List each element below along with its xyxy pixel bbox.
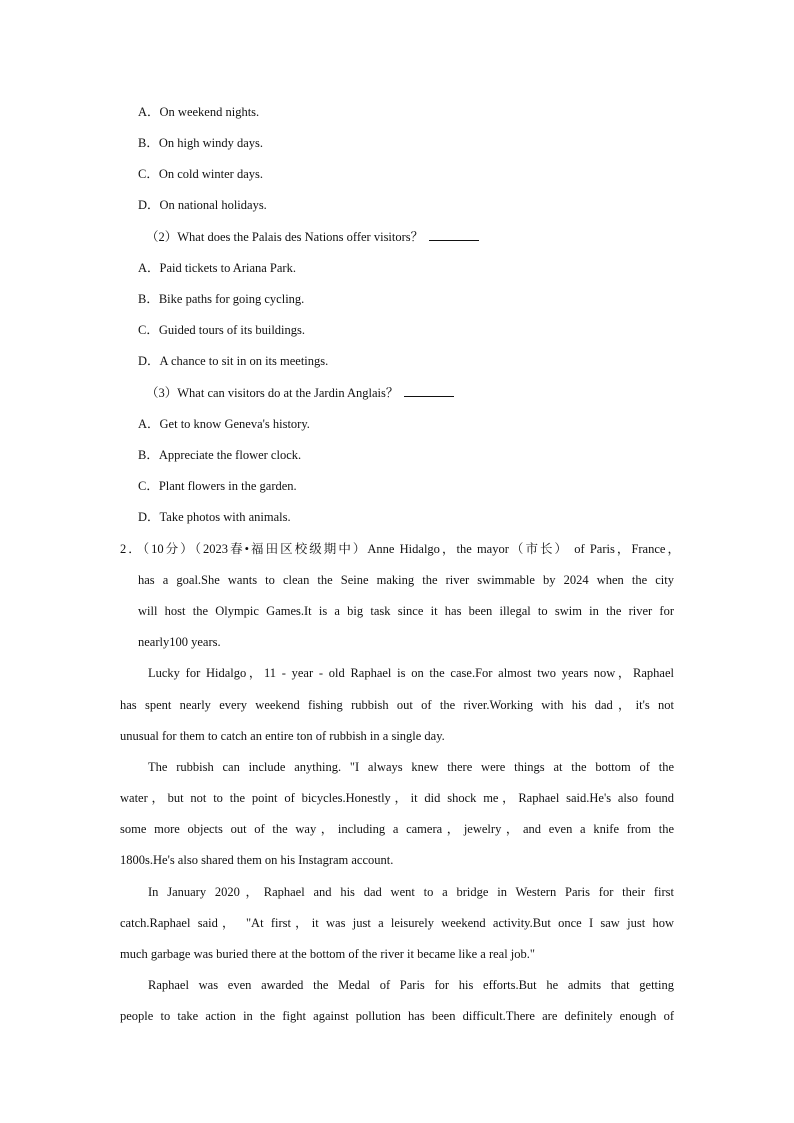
passage2-p1-line-1: Lucky for Hidalgo，11 - year - old Raphael is on the case.For almost two years now，Raphael: [148, 666, 674, 680]
passage2-p2-line-3: some more objects out of the way，including a camera，jewelry，and even a knife from the: [120, 822, 674, 836]
q2-option-a: A．Paid tickets to Ariana Park.: [138, 261, 296, 275]
passage2-p1-line-3: unusual for them to catch an entire ton of rubbish in a single day.: [120, 729, 445, 743]
passage2-p2-line-1: The rubbish can include anything. "I always knew there were things at the bottom of the: [148, 760, 674, 774]
passage2-header-line-4: nearly100 years.: [138, 635, 221, 649]
q1-option-d: D．On national holidays.: [138, 198, 267, 212]
passage2-header-line-1: 2．（10分）（2023春•福田区校级期中）Anne Hidalgo，the mayor（市长） of Paris，France，: [120, 542, 680, 556]
q1-option-b: B．On high windy days.: [138, 136, 264, 150]
q3-option-b: B．Appreciate the flower clock.: [138, 448, 302, 462]
passage2-p3-line-3: much garbage was buried there at the bottom of the river it became like a real job.": [120, 947, 536, 961]
q3-option-a: A．Get to know Geneva's history.: [138, 417, 310, 431]
passage2-header-line-2: has a goal.She wants to clean the Seine making the river swimmable by 2024 when the city: [138, 573, 674, 587]
q2-option-c: C．Guided tours of its buildings.: [138, 323, 306, 337]
passage2-p3-line-2: catch.Raphael said， "At first，it was just a leisurely weekend activity.But once I saw just how: [120, 916, 674, 930]
q2-stem: （2）What does the Palais des Nations offer visitors？: [146, 230, 424, 244]
q1-option-a: A．On weekend nights.: [138, 105, 260, 119]
q3-stem: （3）What can visitors do at the Jardin Anglais？: [146, 386, 399, 400]
q3-stem-line: [146, 385, 454, 401]
passage2-p4-line-1: Raphael was even awarded the Medal of Paris for his efforts.But he admits that getting: [148, 978, 674, 992]
q3-option-c: C．Plant flowers in the garden.: [138, 479, 297, 493]
q3-option-d: D．Take photos with animals.: [138, 510, 291, 524]
passage2-p2-line-2: water，but not to the point of bicycles.Honestly，it did shock me，Raphael said.He's also found: [120, 791, 674, 805]
q3-answer-blank: [404, 385, 454, 397]
q2-answer-blank: [429, 229, 479, 241]
passage2-p2-line-4: 1800s.He's also shared them on his Instagram account.: [120, 853, 394, 867]
q2-option-b: B．Bike paths for going cycling.: [138, 292, 305, 306]
passage2-p1-line-2: has spent nearly every weekend fishing rubbish out of the river.Working with his dad，it's not: [120, 698, 674, 712]
q1-option-c: C．On cold winter days.: [138, 167, 263, 181]
q2-stem-line: [146, 229, 479, 245]
q2-option-d: D．A chance to sit in on its meetings.: [138, 354, 329, 368]
passage2-p3-line-1: In January 2020，Raphael and his dad went to a bridge in Western Paris for their first: [148, 885, 674, 899]
passage2-p4-line-2: people to take action in the fight against pollution has been difficult.There are definitely enough of: [120, 1009, 674, 1023]
passage2-header-line-3: will host the Olympic Games.It is a big task since it has been illegal to swim in the river for: [138, 604, 674, 618]
